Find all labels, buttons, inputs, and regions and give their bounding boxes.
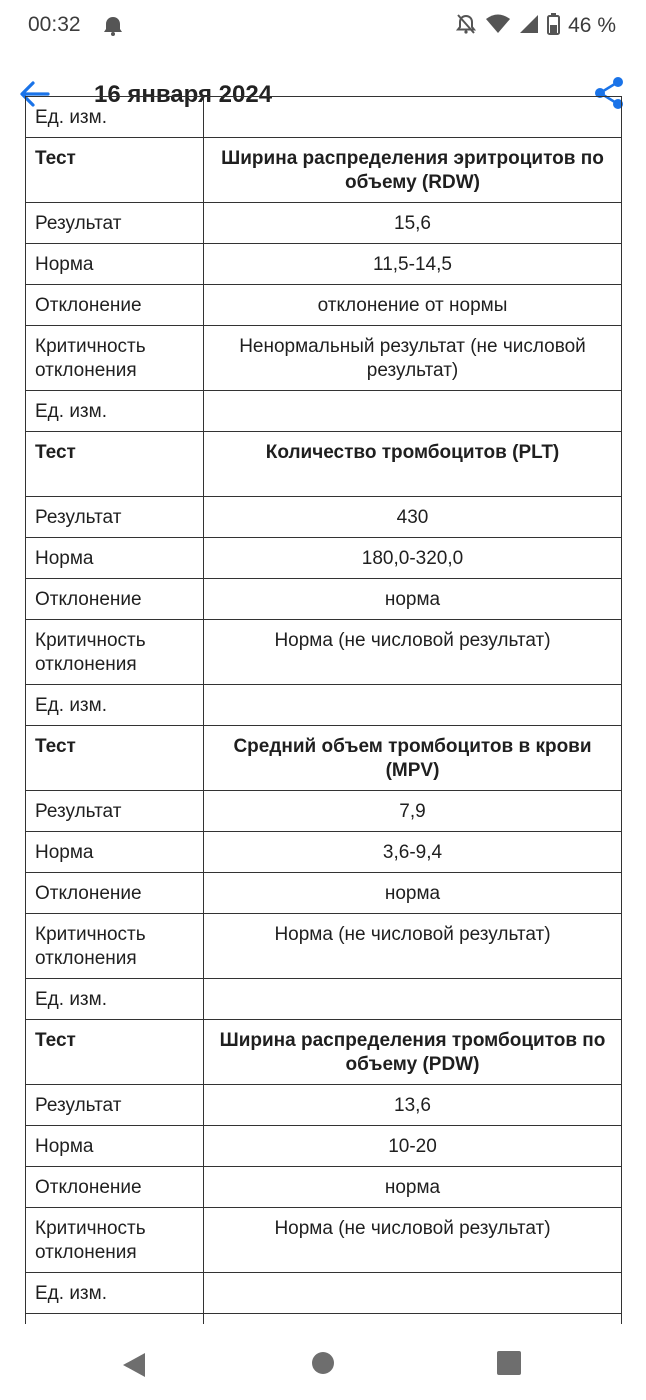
row-label: Норма — [26, 832, 204, 873]
nav-recents-icon[interactable] — [497, 1351, 521, 1375]
row-value: Норма (не числовой результат) — [204, 620, 622, 685]
table-row — [26, 1085, 622, 1126]
row-label: Критичность отклонения — [26, 326, 204, 391]
row-value: 7,9 — [204, 791, 622, 832]
row-value: 430 — [204, 497, 622, 538]
row-label: Критичность отклонения — [26, 620, 204, 685]
table-row — [26, 326, 622, 391]
row-label: Норма — [26, 538, 204, 579]
row-label: Тест — [26, 726, 204, 791]
row-label: Отклонение — [26, 873, 204, 914]
table-row — [26, 203, 622, 244]
test-name: Количество тромбоцитов (PLT) — [204, 432, 622, 497]
row-value: 11,5-14,5 — [204, 244, 622, 285]
battery-percent: 46 % — [568, 14, 616, 37]
table-row — [26, 914, 622, 979]
notification-icon — [103, 16, 123, 36]
row-value: норма — [204, 873, 622, 914]
row-label: Критичность отклонения — [26, 1208, 204, 1273]
row-value — [204, 1273, 622, 1314]
row-value — [204, 685, 622, 726]
row-value: норма — [204, 579, 622, 620]
row-label: Норма — [26, 244, 204, 285]
table-row — [26, 979, 622, 1020]
table-row — [26, 391, 622, 432]
table-row — [26, 791, 622, 832]
status-icons — [455, 13, 616, 39]
signal-icon — [519, 14, 539, 39]
row-label: Тест — [26, 138, 204, 203]
table-row — [26, 285, 622, 326]
battery-icon — [547, 13, 560, 40]
row-label: Тест — [26, 432, 204, 497]
row-value — [204, 391, 622, 432]
row-value: 15,6 — [204, 203, 622, 244]
row-value: 3,6-9,4 — [204, 832, 622, 873]
mute-icon — [455, 13, 477, 40]
table-row — [26, 1273, 622, 1314]
row-value: норма — [204, 1167, 622, 1208]
wifi-icon — [485, 14, 511, 39]
row-label: Ед. изм. — [26, 979, 204, 1020]
row-label: Результат — [26, 1085, 204, 1126]
page-title: 16 января 2024 — [94, 81, 273, 108]
status-bar — [0, 0, 646, 52]
row-label: Тест — [26, 1020, 204, 1085]
row-value: 13,6 — [204, 1085, 622, 1126]
table-row — [26, 620, 622, 685]
row-label: Ед. изм. — [26, 97, 204, 138]
table-row — [26, 832, 622, 873]
row-value — [204, 979, 622, 1020]
system-nav-bar — [0, 1324, 646, 1400]
table-row — [26, 1167, 622, 1208]
row-label: Отклонение — [26, 285, 204, 326]
row-value: отклонение от нормы — [204, 285, 622, 326]
row-label: Ед. изм. — [26, 1273, 204, 1314]
nav-back-icon[interactable] — [122, 1352, 146, 1383]
row-label: Ед. изм. — [26, 685, 204, 726]
table-row-test — [26, 726, 622, 791]
row-label: Критичность отклонения — [26, 914, 204, 979]
table-row — [26, 244, 622, 285]
row-label: Норма — [26, 1126, 204, 1167]
row-label: Результат — [26, 497, 204, 538]
table-row — [26, 538, 622, 579]
row-label: Результат — [26, 203, 204, 244]
row-value: Норма (не числовой результат) — [204, 914, 622, 979]
row-value: 180,0-320,0 — [204, 538, 622, 579]
row-label: Результат — [26, 791, 204, 832]
results-table — [25, 96, 622, 1379]
nav-home-icon[interactable] — [312, 1352, 334, 1374]
row-label: Отклонение — [26, 1167, 204, 1208]
status-time: 00:32 — [28, 13, 81, 36]
row-value: Ненормальный результат (не числовой результат) — [204, 326, 622, 391]
table-row — [26, 1126, 622, 1167]
row-label: Ед. изм. — [26, 391, 204, 432]
table-row — [26, 497, 622, 538]
table-row — [26, 97, 622, 138]
row-value: Норма (не числовой результат) — [204, 1208, 622, 1273]
results-scroll-area[interactable] — [0, 107, 646, 1324]
test-name: Ширина распределения тромбоцитов по объему (PDW) — [204, 1020, 622, 1085]
test-name: Ширина распределения эритроцитов по объему (RDW) — [204, 138, 622, 203]
row-value — [204, 97, 622, 138]
table-row — [26, 685, 622, 726]
table-row-test — [26, 138, 622, 203]
test-name: Средний объем тромбоцитов в крови (MPV) — [204, 726, 622, 791]
table-row-test — [26, 1020, 622, 1085]
table-row — [26, 579, 622, 620]
table-row — [26, 873, 622, 914]
row-label: Отклонение — [26, 579, 204, 620]
row-value: 10-20 — [204, 1126, 622, 1167]
table-row — [26, 1208, 622, 1273]
table-row-test — [26, 432, 622, 497]
